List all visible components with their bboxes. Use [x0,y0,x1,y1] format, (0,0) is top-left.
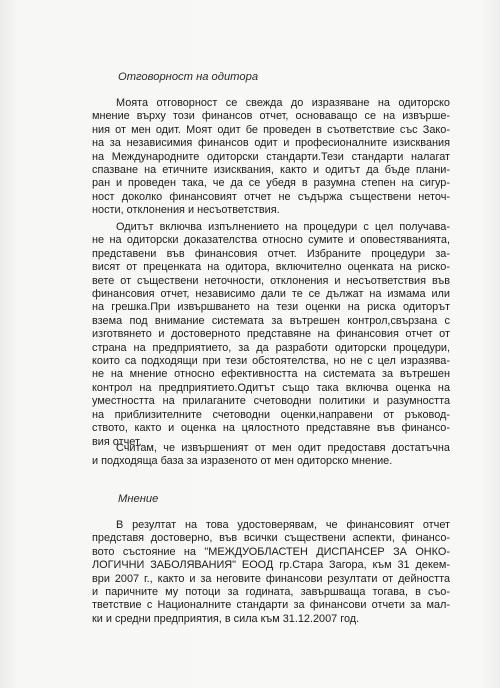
text-line: ЛОГИЧНИ ЗАБОЛЯВАНИЯ" ЕООД гр.Стара Загора, към 31 декем- [92,559,450,572]
section-heading-opinion: Мнение [118,493,159,505]
paragraph-audit-evidence-sufficiency [92,442,450,469]
text-line: страна на предприятието, за да разработи одиторски процедури, [92,341,450,354]
text-line: ния от мен одит. Моят одит бе проведен в съответствие със Зако- [92,123,450,136]
paragraph-auditor-responsibility [92,97,450,218]
text-line: уместността на прилаганите счетоводни политики и разумността [92,395,450,408]
paragraph-opinion [92,519,450,626]
text-line: висят от преценката на одитора, включително оценката на риско- [92,261,450,274]
text-line: вия отчет. [92,435,142,448]
text-line: и паричните му потоци за годината, завършваща тогава, в съо- [92,586,450,599]
text-line: ност доколко финансовият отчет не съдържа съществени неточ- [92,190,450,203]
text-line: на грешка.При извършването на тези оценки на риска одиторът [92,301,450,314]
text-line: на Международните одиторски стандарти.Тези стандарти налагат [92,150,450,163]
text-line: финансовия отчет, независимо дали те се дължат на измама или [92,288,450,301]
text-line: вете от съществени неточности, отклонения и несъответствия във [92,274,450,287]
text-line: тветствие с Националните стандарти за финансови отчети за мал- [92,599,450,612]
text-line: и подходяща база за изразеното от мен одиторско мнение. [92,455,393,468]
text-line: ности, отклонения и несъответствия. [92,204,280,217]
text-line: Считам, че извършеният от мен одит предоставя достатъчна [116,442,450,454]
text-line: изготвянето и достоверното представяне на финансовия отчет от [92,328,450,341]
text-line: не на мнение относно ефективността на системата за вътрешен [92,368,450,381]
text-line: мнение върху този финансов отчет, основаващо се на извърше- [92,110,450,123]
text-line: спазване на етичните изисквания, както и одитът да бъде плани- [92,164,450,177]
text-line: Моята отговорност се свежда до изразяване на одиторско [116,97,450,109]
text-line: ври 2007 г., както и за неговите финансови резултати от дейността [92,572,450,585]
text-line: Одитът включва изпълнението на процедури с цел получава- [116,221,450,233]
text-line: представени във финансовия отчет. Избраните процедури за- [92,247,450,260]
text-line: взема под внимание системата за вътрешен контрол,свързана с [92,314,450,327]
text-line: ран и проведен така, че да се убедя в разумна степен на сигур- [92,177,450,190]
text-line: на за независимия финансов одит и професионалните изисквания [92,137,450,150]
text-line: ството, както и оценка на цялостното представяне във финансо- [92,422,450,435]
section-heading-auditor-responsibility: Отговорност на одитора [118,71,259,83]
text-line: на приблизителните счетоводни оценки,направени от ръковод- [92,408,450,421]
text-line: не на одиторски доказателства относно сумите и оповестяванията, [92,234,450,247]
text-line: представя достоверно, във всички съществени аспекти, финансо- [92,532,450,545]
text-line: контрол на предприятието.Одитът също така включва оценка на [92,381,450,394]
text-line: ки и средни предприятия, в сила към 31.12.2007 год. [92,612,360,625]
paragraph-audit-procedures [92,221,450,449]
text-line: В резултат на това удостоверявам, че финансовият отчет [116,519,450,531]
text-line: които са подходящи при тези обстоятелства, но не с цел изразява- [92,355,450,368]
text-line: вото състояние на "МЕЖДУОБЛАСТЕН ДИСПАНСЕР ЗА ОНКО- [92,545,450,558]
